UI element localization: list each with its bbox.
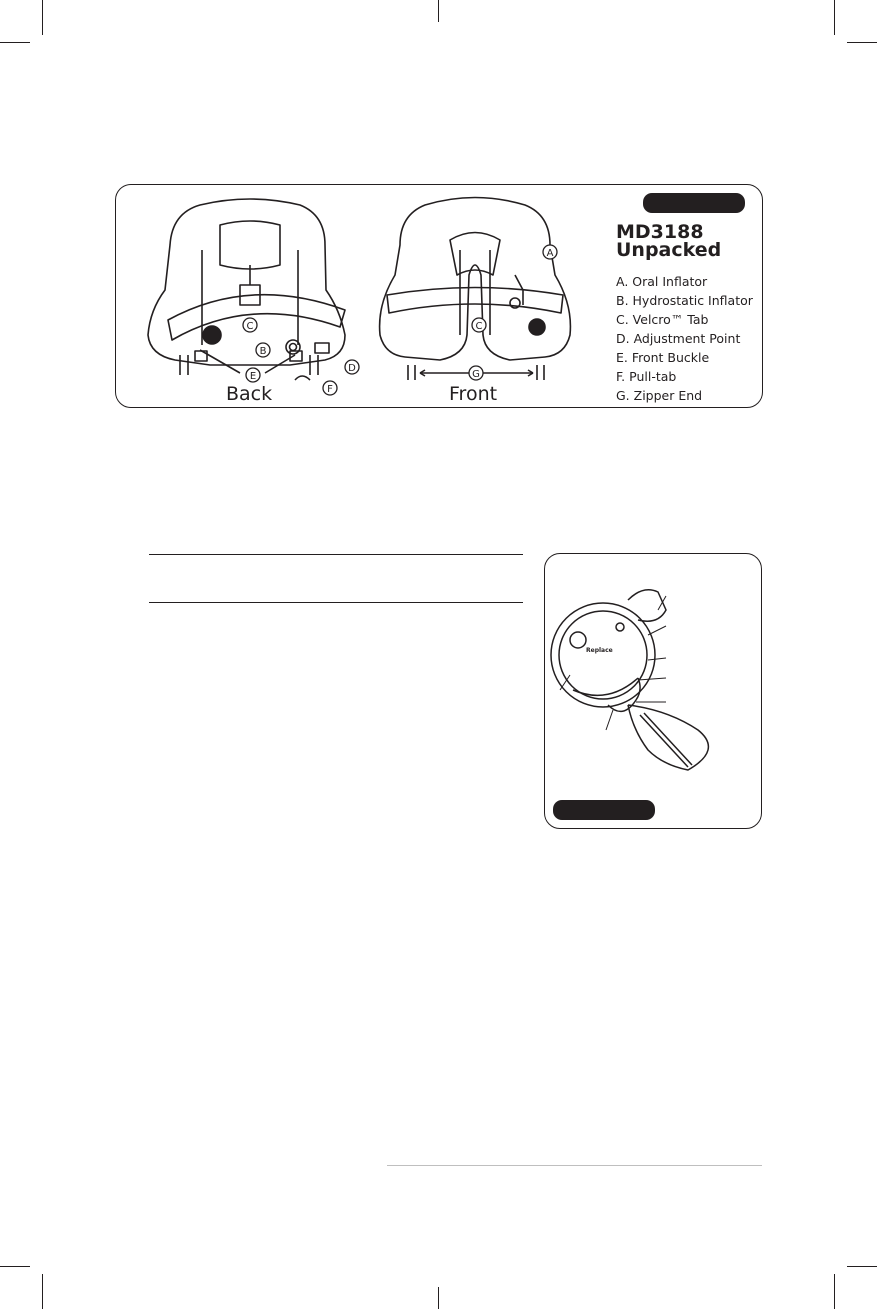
crop-mark-bottom-left-v [42, 1274, 43, 1309]
legend-item: E. Front Buckle [616, 350, 710, 365]
legend-item: D. Adjustment Point [616, 331, 741, 346]
crop-mark-top-center [438, 0, 439, 22]
figure-badge [643, 193, 745, 213]
section-rule-bottom [149, 602, 523, 603]
inflator-replace-text: Replace [586, 647, 613, 654]
callout-f: F [327, 384, 333, 395]
crop-mark-top-left-h [0, 42, 30, 43]
model-title-line2: Unpacked [616, 239, 722, 261]
legend-item: G. Zipper End [616, 388, 703, 403]
crop-mark-bottom-left-h [0, 1266, 30, 1267]
vest-back-illustration [140, 195, 360, 400]
view-front-label: Front [449, 383, 498, 405]
inflator-figure-badge [553, 800, 655, 820]
crop-mark-bottom-center [438, 1287, 439, 1309]
legend-item: B. Hydrostatic Inflator [616, 293, 753, 308]
legend-item: A. Oral Inflator [616, 274, 708, 289]
callout-d: D [348, 363, 356, 374]
crop-mark-top-left-v [42, 0, 43, 35]
crop-mark-bottom-right-h [847, 1266, 877, 1267]
legend-item: C. Velcro™ Tab [616, 312, 709, 327]
view-back-label: Back [226, 383, 273, 405]
footer-rule [387, 1165, 762, 1166]
callout-g: G [472, 369, 480, 380]
section-rule-top [149, 554, 523, 555]
vest-front-illustration [365, 195, 585, 390]
inflator-badge-text [553, 805, 563, 818]
callout-b: B [259, 346, 267, 357]
crop-mark-bottom-right-v [834, 1274, 835, 1309]
callout-c-front: C [475, 321, 483, 332]
parts-legend [616, 272, 753, 405]
crop-mark-top-right-h [847, 42, 877, 43]
figure-badge-text [643, 198, 653, 211]
model-title-line1: MD3188 [616, 221, 704, 243]
callout-e: E [249, 371, 257, 382]
callout-c-back: C [246, 321, 254, 332]
callout-a: A [546, 248, 554, 259]
legend-item: F. Pull-tab [616, 369, 677, 384]
crop-mark-top-right-v [834, 0, 835, 35]
hydrostatic-inflator-illustration [548, 580, 718, 780]
